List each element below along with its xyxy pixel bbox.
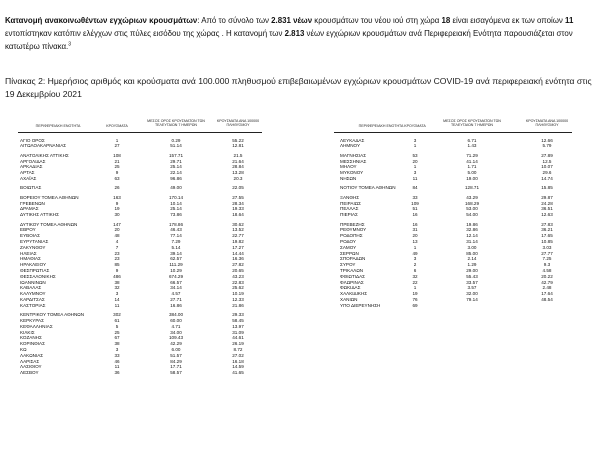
- cases-cell: 84: [412, 185, 418, 191]
- cases-cell: 19: [412, 291, 418, 297]
- cases-cell: 32: [412, 273, 418, 279]
- avg7-cell: 31.14: [466, 238, 478, 244]
- column-header: ΚΡΟΥΣΜΑΤΑ: [106, 123, 128, 128]
- per100k-cell: 22.05: [232, 185, 244, 191]
- avg7-cell: 51.57: [170, 352, 182, 358]
- region-name: ΕΒΡΟΥ: [20, 227, 36, 233]
- header-rule: [334, 132, 572, 133]
- avg7-cell: 5.14: [171, 244, 181, 250]
- region-name: ΠΡΕΒΕΖΗΣ: [340, 221, 365, 227]
- avg7-cell: 109.43: [168, 335, 184, 341]
- avg7-cell: 71.29: [466, 152, 478, 158]
- avg7-cell: 51.14: [170, 143, 182, 149]
- cases-cell: 53: [412, 152, 418, 158]
- avg7-cell: 49.00: [170, 185, 182, 191]
- per100k-cell: 29.6: [542, 170, 552, 176]
- cases-cell: 76: [412, 296, 418, 302]
- intro-text-4: εντοπίστηκαν κατόπιν ελέγχων στις πύλες εισόδου της χώρας . Η κατανομή των: [5, 29, 285, 38]
- cases-cell: 2: [413, 262, 417, 268]
- avg7-cell: 32.00: [466, 291, 478, 297]
- cases-cell: 36: [114, 370, 120, 376]
- avg7-cell: 3.57: [467, 285, 477, 291]
- region-name: ΡΕΘΥΜΝΟΥ: [340, 227, 367, 233]
- avg7-cell: 66.57: [170, 279, 182, 285]
- avg7-cell: 34.14: [170, 285, 182, 291]
- per100k-cell: 29.87: [541, 194, 553, 200]
- per100k-cell: 48.54: [541, 296, 553, 302]
- avg7-cell: 22.14: [170, 170, 182, 176]
- column-header: ΜΕΣΟΣ ΟΡΟΣ ΚΡΟΥΣΜΑΤΩΝ ΤΩΝ ΤΕΛΕΥΤΑΙΩΝ 7 ΗΜΕΡΩΝ: [147, 119, 205, 128]
- avg7-cell: 10.29: [170, 267, 182, 273]
- avg7-cell: 46.43: [170, 227, 182, 233]
- region-name: ΖΑΚΥΝΘΟΥ: [20, 244, 46, 250]
- avg7-cell: 19.86: [466, 221, 478, 227]
- region-name: ΙΩΑΝΝΙΝΩΝ: [20, 279, 46, 285]
- per100k-cell: 7.25: [542, 256, 552, 262]
- avg7-cell: 25.14: [170, 206, 182, 212]
- per100k-cell: 4.58: [542, 267, 552, 273]
- cases-cell: 25: [114, 164, 120, 170]
- per100k-cell: 3.03: [542, 244, 552, 250]
- avg7-cell: 111.29: [169, 262, 183, 268]
- region-name: ΠΕΛΛΑΣ: [340, 206, 359, 212]
- per100k-cell: 5.79: [542, 143, 552, 149]
- per100k-cell: 20.22: [541, 273, 553, 279]
- avg7-cell: 29.00: [466, 267, 478, 273]
- intro-text-2: κρουσμάτων του νέου ιού στη χώρα: [312, 16, 442, 25]
- avg7-cell: 96.86: [170, 175, 182, 181]
- header-rule: [18, 132, 262, 133]
- avg7-cell: 6.00: [171, 346, 181, 352]
- cases-cell: 1: [413, 285, 417, 291]
- avg7-cell: 17.71: [170, 364, 182, 370]
- per100k-cell: 21.5: [233, 152, 243, 158]
- intro-text-5: νέων εγχώριων κρουσμάτων ανά Περιφερειακή Ενότητα παρουσιάζεται στον κατωτέρω πίνακα.: [5, 29, 573, 51]
- cases-cell: 9: [115, 267, 119, 273]
- region-name: ΜΑΓΝΗΣΙΑΣ: [340, 152, 367, 158]
- per100k-cell: 10.19: [232, 291, 244, 297]
- per100k-cell: 58.45: [232, 317, 244, 323]
- cases-cell: 1: [413, 143, 417, 149]
- region-name: ΚΕΡΚΥΡΑΣ: [20, 317, 44, 323]
- intro-heading: Κατανομή ανακοινωθέντων εγχώριων κρουσμάτων: [5, 16, 198, 25]
- border-detected-cases: 11: [565, 16, 574, 25]
- table-caption: Πίνακας 2: Ημερήσιος αριθμός και κρούσματα ανά 100.000 πληθυσμού επιβεβαιωμένων εγχώριων κρουσμάτων COVID-19 ανά περιφερειακή ενότητα στις 19 Δεκεμβρίου 2021: [5, 76, 592, 99]
- avg7-cell: 168.29: [464, 200, 480, 206]
- region-name: ΛΑΣΙΘΙΟΥ: [20, 364, 42, 370]
- region-name: ΣΥΡΟΥ: [340, 262, 356, 268]
- region-name: ΡΟΔΟΥ: [340, 238, 357, 244]
- region-name: ΛΕΥΚΑΔΑΣ: [340, 137, 365, 143]
- cases-cell: 38: [114, 279, 120, 285]
- avg7-cell: 55.43: [466, 273, 478, 279]
- column-header: ΠΕΡΙΦΕΡΕΙΑΚΗ ΕΝΟΤΗΤΑ: [35, 123, 81, 128]
- cases-cell: 3: [413, 170, 417, 176]
- region-name: ΑΡΤΑΣ: [20, 170, 35, 176]
- avg7-cell: 58.57: [170, 370, 182, 376]
- column-header: ΚΡΟΥΣΜΑΤΑ: [404, 123, 426, 128]
- avg7-cell: 16.86: [170, 302, 182, 308]
- region-name: ΚΩ: [20, 346, 27, 352]
- region-name: ΤΡΙΚΑΛΩΝ: [340, 267, 364, 273]
- per100k-cell: 13.28: [232, 170, 244, 176]
- cases-cell: 67: [114, 335, 120, 341]
- region-name: ΚΟΡΙΝΘΙΑΣ: [20, 341, 45, 347]
- cases-cell: 16: [412, 221, 418, 227]
- cases-cell: 9: [115, 200, 119, 206]
- region-name: ΚΕΝΤΡΙΚΟΥ ΤΟΜΕΑ ΑΘΗΝΩΝ: [20, 312, 85, 318]
- cases-cell: 23: [114, 256, 120, 262]
- per100k-cell: 19.82: [232, 238, 244, 244]
- region-name: ΥΠΟ ΔΙΕΡΕΥΝΗΣΗ: [340, 302, 381, 308]
- region-name: ΛΕΣΒΟΥ: [20, 370, 39, 376]
- per100k-cell: 28.84: [232, 164, 244, 170]
- avg7-cell: 34.00: [170, 329, 182, 335]
- region-name: ΑΝΑΤΟΛΙΚΗΣ ΑΤΤΙΚΗΣ: [20, 152, 69, 158]
- cases-cell: 3: [115, 291, 119, 297]
- footnote-ref: 3: [68, 41, 72, 48]
- cases-cell: 163: [113, 194, 121, 200]
- avg7-cell: 674.29: [168, 273, 184, 279]
- per100k-cell: 17.27: [232, 244, 244, 250]
- per100k-cell: 10.85: [541, 238, 553, 244]
- region-name: ΑΙΤΩΛΟΑΚΑΡΝΑΝΙΑΣ: [20, 143, 67, 149]
- per100k-cell: 16.18: [232, 358, 244, 364]
- per100k-cell: 12.63: [541, 212, 553, 218]
- region-name: ΗΜΑΘΙΑΣ: [20, 256, 41, 262]
- region-name: ΚΑΣΤΟΡΙΑΣ: [20, 302, 46, 308]
- cases-cell: 63: [114, 175, 120, 181]
- region-name: ΔΥΤΙΚΟΥ ΤΟΜΕΑ ΑΘΗΝΩΝ: [20, 221, 78, 227]
- column-header: ΚΡΟΥΣΜΑΤΑ ΑΝΑ 100000 ΠΛΗΘΥΣΜΟΥ: [216, 119, 260, 128]
- avg7-cell: 1.71: [467, 164, 477, 170]
- region-name: ΣΠΟΡΑΔΩΝ: [340, 256, 366, 262]
- per100k-cell: 14.44: [232, 250, 244, 256]
- region-name: ΔΥΤΙΚΗΣ ΑΤΤΙΚΗΣ: [20, 212, 59, 218]
- per100k-cell: 31.09: [232, 329, 244, 335]
- cases-cell: 11: [114, 302, 120, 308]
- avg7-cell: 41.14: [466, 158, 478, 164]
- cases-cell: 4: [115, 238, 119, 244]
- per100k-cell: 14.59: [232, 364, 244, 370]
- avg7-cell: 29.71: [170, 158, 182, 164]
- region-name: ΚΑΒΑΛΑΣ: [20, 285, 42, 291]
- region-name: ΑΡΓΟΛΙΔΑΣ: [20, 158, 46, 164]
- avg7-cell: 1.43: [467, 143, 477, 149]
- avg7-cell: 53.00: [466, 206, 478, 212]
- avg7-cell: 77.14: [170, 233, 182, 239]
- cases-cell: 61: [114, 317, 120, 323]
- cases-cell: 20: [412, 233, 418, 239]
- per100k-cell: 41.65: [232, 370, 244, 376]
- avg7-cell: 33.57: [466, 279, 478, 285]
- per100k-cell: 14.74: [541, 175, 553, 181]
- per100k-cell: 13.97: [232, 323, 244, 329]
- cases-cell: 51: [412, 206, 418, 212]
- per100k-cell: 12.81: [232, 143, 244, 149]
- cases-cell: 25: [114, 329, 120, 335]
- avg7-cell: 157.71: [168, 152, 184, 158]
- region-name: ΞΑΝΘΗΣ: [340, 194, 360, 200]
- per100k-cell: 27.82: [232, 262, 244, 268]
- cases-cell: 33: [412, 194, 418, 200]
- avg7-cell: 1.29: [467, 262, 477, 268]
- avg7-cell: 27.71: [170, 296, 182, 302]
- cases-cell: 22: [412, 279, 418, 285]
- region-name: ΜΥΚΟΝΟΥ: [340, 170, 364, 176]
- domestic-cases-total: 2.813: [284, 29, 305, 38]
- avg7-cell: 178.86: [168, 221, 184, 227]
- cases-cell: 31: [412, 227, 418, 233]
- cases-cell: 5: [115, 323, 119, 329]
- region-name: ΦΛΩΡΙΝΑΣ: [340, 279, 364, 285]
- cases-cell: 108: [113, 152, 121, 158]
- imported-cases: 18: [441, 16, 451, 25]
- per100k-cell: 27.77: [541, 250, 553, 256]
- avg7-cell: 384.00: [168, 312, 184, 318]
- cases-cell: 11: [114, 364, 120, 370]
- cases-cell: 13: [412, 238, 418, 244]
- avg7-cell: 10.14: [170, 200, 182, 206]
- cases-cell: 302: [113, 312, 121, 318]
- region-name: ΑΓΙΟ ΟΡΟΣ: [20, 137, 45, 143]
- cases-cell: 19: [114, 206, 120, 212]
- cases-cell: 48: [114, 233, 120, 239]
- region-name: ΓΡΕΒΕΝΩΝ: [20, 200, 45, 206]
- avg7-cell: 25.14: [170, 164, 182, 170]
- region-name: ΘΕΣΠΡΩΤΙΑΣ: [20, 267, 50, 273]
- avg7-cell: 2.14: [467, 256, 477, 262]
- avg7-cell: 3.00: [467, 244, 477, 250]
- per100k-cell: 29.33: [232, 312, 244, 318]
- cases-cell: 11: [412, 175, 418, 181]
- cases-cell: 30: [114, 212, 120, 218]
- avg7-cell: 6.71: [467, 137, 477, 143]
- region-name: ΣΕΡΡΩΝ: [340, 250, 359, 256]
- region-name: ΠΙΕΡΙΑΣ: [340, 212, 358, 218]
- per100k-cell: 22.83: [232, 279, 244, 285]
- region-name: ΑΧΑΪΑΣ: [20, 175, 37, 181]
- cases-cell: 20: [412, 158, 418, 164]
- cases-cell: 20: [114, 227, 120, 233]
- avg7-cell: 79.14: [466, 296, 478, 302]
- per100k-cell: 22.77: [232, 233, 244, 239]
- per100k-cell: 15.85: [541, 185, 553, 191]
- cases-cell: 7: [115, 244, 119, 250]
- cases-cell: 147: [113, 221, 121, 227]
- per100k-cell: 27.55: [232, 194, 244, 200]
- region-name: ΕΥΡΥΤΑΝΙΑΣ: [20, 238, 49, 244]
- avg7-cell: 0.29: [171, 137, 181, 143]
- cases-cell: 85: [114, 262, 120, 268]
- cases-cell: 1: [413, 244, 417, 250]
- avg7-cell: 32.86: [466, 227, 478, 233]
- region-name: ΝΗΣΩΝ: [340, 175, 357, 181]
- region-name: ΦΩΚΙΔΑΣ: [340, 285, 361, 291]
- region-name: ΧΑΝΙΩΝ: [340, 296, 358, 302]
- avg7-cell: 170.14: [168, 194, 184, 200]
- avg7-cell: 85.00: [466, 250, 478, 256]
- cases-cell: 38: [114, 341, 120, 347]
- cases-cell: 3: [115, 346, 119, 352]
- per100k-cell: 18.64: [232, 212, 244, 218]
- cases-cell: 23: [114, 250, 120, 256]
- per100k-cell: 16.36: [232, 256, 244, 262]
- intro-text-1: : Από το σύνολο των: [197, 16, 272, 25]
- cases-cell: 69: [412, 302, 418, 308]
- column-header: ΜΕΣΟΣ ΟΡΟΣ ΚΡΟΥΣΜΑΤΩΝ ΤΩΝ ΤΕΛΕΥΤΑΙΩΝ 7 ΗΜΕΡΩΝ: [443, 119, 501, 128]
- avg7-cell: 128.71: [464, 185, 480, 191]
- per100k-cell: 2.48: [542, 285, 552, 291]
- region-name: ΦΘΙΩΤΙΔΑΣ: [340, 273, 366, 279]
- per100k-cell: 21.86: [232, 302, 244, 308]
- per100k-cell: 55.22: [232, 137, 244, 143]
- avg7-cell: 73.86: [170, 212, 182, 218]
- region-name: ΔΡΑΜΑΣ: [20, 206, 39, 212]
- cases-cell: 49: [412, 250, 418, 256]
- avg7-cell: 54.00: [466, 212, 478, 218]
- region-name: ΚΙΛΚΙΣ: [20, 329, 35, 335]
- per100k-cell: 43.23: [232, 273, 244, 279]
- region-name: ΒΟΙΩΤΙΑΣ: [20, 185, 42, 191]
- cases-cell: 27: [114, 143, 120, 149]
- cases-cell: 21: [114, 158, 120, 164]
- region-name: ΚΕΦΑΛΛΗΝΙΑΣ: [20, 323, 53, 329]
- region-name: ΣΑΜΟΥ: [340, 244, 357, 250]
- region-name: ΕΥΒΟΙΑΣ: [20, 233, 40, 239]
- per100k-cell: 27.89: [541, 152, 553, 158]
- region-name: ΚΟΖΑΝΗΣ: [20, 335, 42, 341]
- per100k-cell: 21.64: [232, 158, 244, 164]
- per100k-cell: 27.83: [541, 221, 553, 227]
- per100k-cell: 17.65: [541, 233, 553, 239]
- per100k-cell: 44.61: [232, 335, 244, 341]
- per100k-cell: 12.33: [232, 296, 244, 302]
- region-name: ΛΗΜΝΟΥ: [340, 143, 361, 149]
- avg7-cell: 62.57: [170, 256, 182, 262]
- cases-cell: 3: [413, 256, 417, 262]
- region-name: ΒΟΡΕΙΟΥ ΤΟΜΕΑ ΑΘΗΝΩΝ: [20, 194, 79, 200]
- per100k-cell: 20.65: [232, 267, 244, 273]
- avg7-cell: 84.29: [170, 358, 182, 364]
- avg7-cell: 4.71: [171, 323, 181, 329]
- avg7-cell: 19.00: [466, 175, 478, 181]
- region-name: ΡΟΔΟΠΗΣ: [340, 233, 363, 239]
- per100k-cell: 30.62: [232, 221, 244, 227]
- intro-text-3: είναι εισαγόμενα εκ των οποίων: [450, 16, 566, 25]
- per100k-cell: 36.21: [541, 227, 553, 233]
- cases-cell: 14: [114, 296, 120, 302]
- cases-cell: 26: [114, 185, 120, 191]
- cases-cell: 16: [412, 212, 418, 218]
- cases-cell: 9: [115, 170, 119, 176]
- per100k-cell: 24.28: [541, 200, 553, 206]
- per100k-cell: 19.33: [232, 206, 244, 212]
- region-name: ΝΟΤΙΟΥ ΤΟΜΕΑ ΑΘΗΝΩΝ: [340, 185, 396, 191]
- cases-cell: 33: [114, 352, 120, 358]
- per100k-cell: 26.19: [232, 341, 244, 347]
- avg7-cell: 43.29: [466, 194, 478, 200]
- new-cases-total: 2.831 νέων: [271, 16, 313, 25]
- region-name: ΧΑΛΚΙΔΙΚΗΣ: [340, 291, 368, 297]
- cases-cell: 32: [114, 285, 120, 291]
- region-name: ΛΑΚΩΝΙΑΣ: [20, 352, 44, 358]
- per100k-cell: 10.07: [541, 164, 553, 170]
- region-name: ΜΗΛΟΥ: [340, 164, 357, 170]
- cases-cell: 46: [114, 358, 120, 364]
- region-name: ΑΡΚΑΔΙΑΣ: [20, 164, 43, 170]
- cases-cell: 6: [413, 267, 417, 273]
- avg7-cell: 42.29: [170, 341, 182, 347]
- avg7-cell: 60.00: [170, 317, 182, 323]
- region-name: ΛΑΡΙΣΑΣ: [20, 358, 40, 364]
- per100k-cell: 42.79: [541, 279, 553, 285]
- avg7-cell: 12.14: [466, 233, 478, 239]
- per100k-cell: 17.64: [541, 291, 553, 297]
- per100k-cell: 27.02: [232, 352, 244, 358]
- cases-cell: 1: [413, 164, 417, 170]
- region-name: ΘΕΣΣΑΛΟΝΙΚΗΣ: [20, 273, 56, 279]
- column-header: ΚΡΟΥΣΜΑΤΑ ΑΝΑ 100000 ΠΛΗΘΥΣΜΟΥ: [525, 119, 569, 128]
- per100k-cell: 13.52: [232, 227, 244, 233]
- avg7-cell: 39.14: [170, 250, 182, 256]
- region-name: ΗΡΑΚΛΕΙΟΥ: [20, 262, 47, 268]
- per100k-cell: 25.62: [232, 285, 244, 291]
- cases-cell: 1: [115, 137, 119, 143]
- per100k-cell: 36.51: [541, 206, 553, 212]
- region-name: ΜΕΣΣΗΝΙΑΣ: [340, 158, 367, 164]
- region-name: ΚΑΛΥΜΝΟΥ: [20, 291, 46, 297]
- avg7-cell: 4.57: [171, 291, 181, 297]
- per100k-cell: 20.3: [233, 175, 243, 181]
- cases-cell: 109: [411, 200, 419, 206]
- cases-cell: 486: [113, 273, 121, 279]
- region-name: ΗΛΕΙΑΣ: [20, 250, 37, 256]
- region-name: ΠΕΙΡΑΙΩΣ: [340, 200, 361, 206]
- cases-cell: 3: [413, 137, 417, 143]
- region-name: ΚΑΡΔΙΤΣΑΣ: [20, 296, 45, 302]
- per100k-cell: 9.3: [543, 262, 551, 268]
- avg7-cell: 5.00: [467, 170, 477, 176]
- avg7-cell: 7.29: [171, 238, 181, 244]
- per100k-cell: 28.34: [232, 200, 244, 206]
- column-header: ΠΕΡΙΦΕΡΕΙΑΚΗ ΕΝΟΤΗΤΑ: [358, 123, 404, 128]
- per100k-cell: 12.5: [542, 158, 552, 164]
- per100k-cell: 12.66: [541, 137, 553, 143]
- per100k-cell: 8.72: [233, 346, 243, 352]
